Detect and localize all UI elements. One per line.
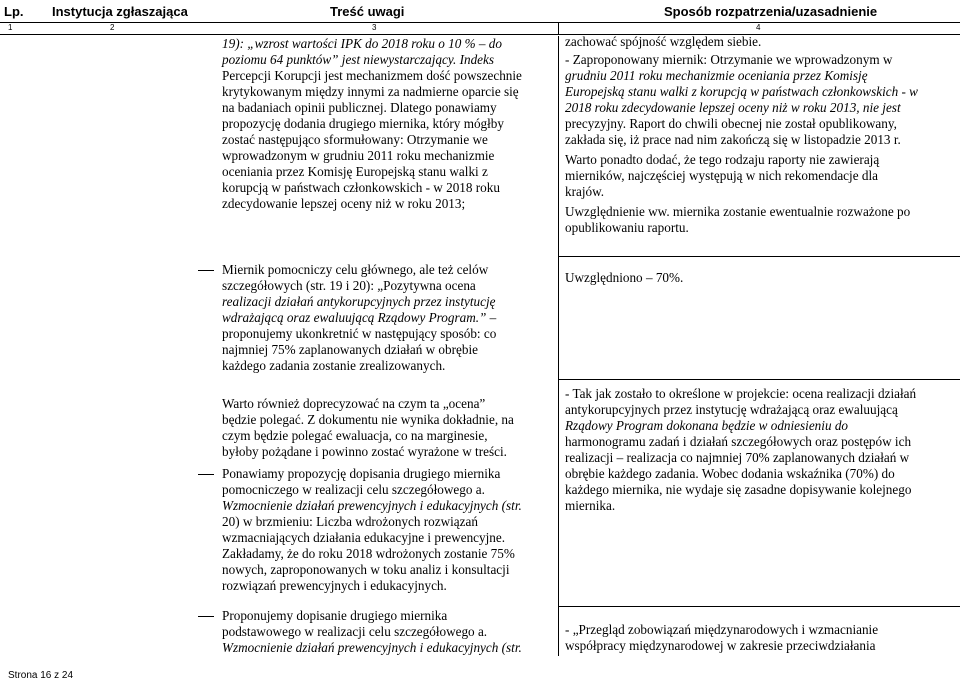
row3-sposob: [565, 386, 953, 514]
uwaga-line: krytykowanym między innymi za nadmierne oparcie się: [222, 84, 519, 99]
uwaga-line: oceniania przez Komisję Europejską stanu walki z: [222, 164, 488, 179]
uwaga-line: Miernik pomocniczy celu głównego, ale też celów: [222, 262, 489, 277]
sposob-line: zakłada się, iż prace nad nim zakończą się w listopadzie 2013 r.: [565, 132, 901, 147]
sposob-line: każdego miernika, nie wydaje się zasadne dopisywanie kolejnego: [565, 482, 912, 497]
uwaga-line: Wzmocnienie działań prewencyjnych i edukacyjnych (str.: [222, 640, 522, 655]
uwaga-line: Zakładamy, że do roku 2018 wdrożonych zostanie 75%: [222, 546, 515, 561]
uwaga-line: Proponujemy dopisanie drugiego miernika: [222, 608, 448, 623]
row4-sposob: [565, 622, 953, 654]
row2-sposob: [565, 270, 955, 286]
sposob-line: - Tak jak zostało to określone w projekcie: ocena realizacji działań: [565, 386, 917, 401]
uwaga-line: wdrażającą oraz ewaluującą Rządowy Program.” –: [222, 310, 497, 325]
col-num-2: 2: [110, 23, 115, 32]
uwaga-line: Ponawiamy propozycję dopisania drugiego miernika: [222, 466, 501, 481]
sposob-line: miernika.: [565, 498, 616, 513]
uwaga-line: najmniej 75% zaplanowanych działań w obrębie: [222, 342, 478, 357]
col-num-3: 3: [372, 23, 377, 32]
sposob-line: mierników, najczęściej występują w nich rekomendacje dla: [565, 168, 878, 183]
sposob-line: - „Przegląd zobowiązań międzynarodowych i wzmacnianie: [565, 622, 879, 637]
sposob-line: Rządowy Program dokonana będzie w odniesieniu do: [565, 418, 849, 433]
uwaga-line: nowych, zaproponowanych w toku analiz i konsultacji: [222, 562, 510, 577]
sposob-line: antykorupcyjnych przez instytucję wdrażającą oraz ewaluującą: [565, 402, 898, 417]
uwaga-line: każdego zadania zostanie zrealizowanych.: [222, 358, 446, 373]
header-sposob: Sposób rozpatrzenia/uzasadnienie: [664, 4, 878, 19]
uwaga-line: Percepcji Korupcji jest mechanizmem dość powszechnie: [222, 68, 522, 83]
sposob-line: precyzyjny. Raport do chwili obecnej nie został opublikowany,: [565, 116, 897, 131]
uwaga-line: propozycję dodania drugiego miernika, który mógłby: [222, 116, 504, 131]
sposob-line: zachować spójność względem siebie.: [565, 34, 762, 49]
row-divider-3: [559, 606, 960, 607]
uwaga-line: proponujemy ukonkretnić w następujący sposób: co: [222, 326, 497, 341]
row4-uwaga: [222, 608, 552, 656]
uwaga-line: podstawowego w realizacji celu szczegółowego a.: [222, 624, 488, 639]
row1-sposob: [565, 34, 955, 236]
uwaga-line: korupcją w państwach członkowskich - w 2018 roku: [222, 180, 500, 195]
col-divider-top: [558, 23, 559, 35]
sposob-line: Uwzględniono – 70%.: [565, 270, 684, 285]
dash-bullet: [198, 474, 214, 475]
sposob-line: obrębie każdego zadania. Wobec dodania wskaźnika (70%) do: [565, 466, 895, 481]
uwaga-line: Wzmocnienie działań prewencyjnych i edukacyjnych (str.: [222, 498, 522, 513]
page-number: Strona 16 z 24: [8, 670, 74, 681]
uwaga-line: 20) w brzmieniu: Liczba wdrożonych rozwiązań: [222, 514, 478, 529]
row-divider-2: [559, 379, 960, 380]
sposob-line: grudniu 2011 roku mechanizmie oceniania przez Komisję: [565, 68, 868, 83]
row3-uwaga-b: [222, 466, 550, 594]
uwaga-line: będzie polegać. Z dokumentu nie wynika dokładnie, na: [222, 412, 514, 427]
uwaga-line: poziomu 64 punktów” jest niewystarczający. Indeks: [222, 52, 495, 67]
header-lp: Lp.: [4, 4, 24, 19]
uwaga-line: realizacji działań antykorupcyjnych przez instytucję: [222, 294, 496, 309]
uwaga-line: pomocniczego w realizacji celu szczegółowego a.: [222, 482, 485, 497]
sposob-line: realizacji – realizacja co najmniej 70% zaplanowanych działań w: [565, 450, 910, 465]
uwaga-line: byłoby pożądane i powinno zostać wyrażone w treści.: [222, 444, 507, 459]
dash-bullet: [198, 270, 214, 271]
header-tresc: Treść uwagi: [330, 4, 405, 19]
row-divider-1: [559, 256, 960, 257]
sposob-line: krajów.: [565, 184, 605, 199]
sposob-line: Warto ponadto dodać, że tego rodzaju raporty nie zawierają: [565, 152, 880, 167]
uwaga-line: rozwiązań prewencyjnych i edukacyjnych.: [222, 578, 447, 593]
row2-uwaga: [222, 262, 552, 374]
uwaga-line: wzmacniających działania edukacyjne i prewencyjne.: [222, 530, 506, 545]
col-divider: [558, 36, 559, 656]
header-instytucja: Instytucja zgłaszająca: [52, 4, 188, 19]
dash-bullet: [198, 616, 214, 617]
uwaga-line: zdecydowanie lepszej oceny niż w roku 2013;: [222, 196, 466, 211]
uwaga-line: wprowadzonym w grudniu 2011 roku mechanizmie: [222, 148, 495, 163]
sposob-line: harmonogramu zadań i działań szczegółowych oraz postępów ich: [565, 434, 912, 449]
sposob-line: - Zaproponowany miernik: Otrzymanie we wprowadzonym w: [565, 52, 893, 67]
col-num-4: 4: [756, 23, 761, 32]
sposob-line: 2018 roku zdecydowanie lepszej oceny niż w roku 2013, nie jest: [565, 100, 901, 115]
uwaga-line: 19): „wzrost wartości IPK do 2018 roku o 10 % – do: [222, 36, 502, 51]
sposob-line: Uwzględnienie ww. miernika zostanie ewentualnie rozważone po: [565, 204, 911, 219]
sposob-line: Europejską stanu walki z korupcją w państwach członkowskich - w: [565, 84, 918, 99]
sposob-line: współpracy międzynarodowej w zakresie przeciwdziałania: [565, 638, 876, 653]
uwaga-line: Warto również doprecyzować na czym ta „ocena”: [222, 396, 486, 411]
uwaga-line: szczegółowych (str. 19 i 20): „Pozytywna ocena: [222, 278, 476, 293]
uwaga-line: na badaniach opinii publicznej. Dlatego ponawiamy: [222, 100, 497, 115]
row3-uwaga-a: [222, 396, 550, 460]
sposob-line: opublikowaniu raportu.: [565, 220, 689, 235]
uwaga-line: zostać następująco sformułowany: Otrzymanie we: [222, 132, 488, 147]
col-num-1: 1: [8, 23, 13, 32]
uwaga-line: czym będzie polegać ewaluacja, co na marginesie,: [222, 428, 488, 443]
table-header: [0, 0, 960, 23]
row1-uwaga: [222, 36, 552, 212]
